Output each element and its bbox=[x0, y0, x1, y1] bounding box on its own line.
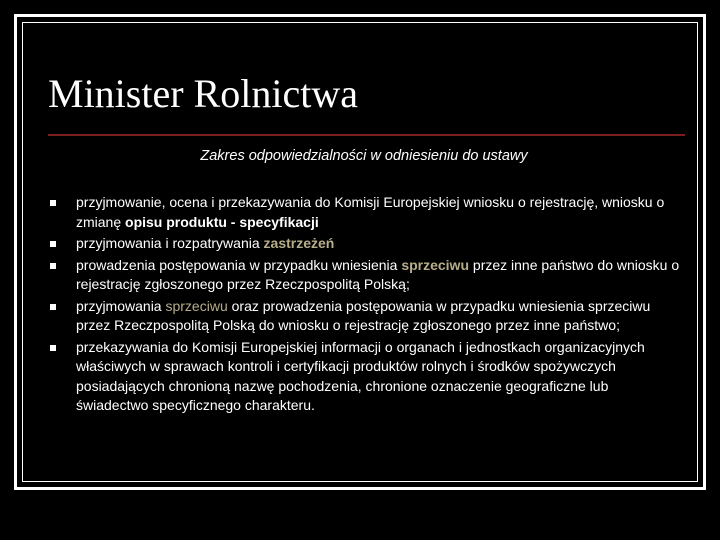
bullet-text: przyjmowania bbox=[76, 297, 166, 314]
bullet-item bbox=[48, 297, 680, 336]
bullet-item bbox=[48, 234, 680, 254]
bullet-text-tail: przez inne państwo do wniosku o rejestrację zgłoszonego przez Rzeczpospolitą Polską; bbox=[76, 256, 680, 292]
bullet-list bbox=[48, 193, 680, 418]
bullet-highlight-text: sprzeciwu bbox=[401, 256, 470, 273]
bullet-highlight-text: zastrzeżeń bbox=[263, 235, 335, 251]
bullet-highlight-text: sprzeciwu bbox=[165, 297, 228, 314]
square-bullet-icon bbox=[50, 304, 56, 310]
bullet-text: przyjmowania i rozpatrywania bbox=[76, 235, 264, 251]
slide-title: Minister Rolnictwa bbox=[48, 71, 358, 116]
square-bullet-icon bbox=[50, 345, 56, 351]
bullet-text: przyjmowanie, ocena i przekazywania do Komisji Europejskiej wniosku o rejestrację, wniosku o zmianę bbox=[76, 194, 665, 230]
bullet-item bbox=[48, 338, 680, 416]
bullet-item bbox=[48, 193, 680, 232]
bullet-text-tail: oraz prowadzenia postępowania w przypadku wniesienia sprzeciwu przez Rzeczpospolitą Polską do wniosku o rejestrację zgłoszonego przez inne państwo; bbox=[76, 297, 651, 333]
title-divider bbox=[48, 134, 685, 136]
bullet-text: przekazywania do Komisji Europejskiej informacji o organach i jednostkach organizacyjnych właściwych w sprawach kontroli i certyfikacji produktów rolnych i środków spożywczych posiadających chronioną nazwę pochodzenia, chronione oznaczenie geograficzne lub świadectwo specyficznego charakteru. bbox=[76, 338, 645, 413]
square-bullet-icon bbox=[50, 263, 56, 269]
slide-subtitle: Zakres odpowiedzialności w odniesieniu do ustawy bbox=[200, 148, 528, 164]
bullet-text: prowadzenia postępowania w przypadku wniesienia bbox=[76, 256, 402, 273]
bullet-bold-text: opisu produktu - specyfikacji bbox=[125, 213, 319, 230]
square-bullet-icon bbox=[50, 200, 56, 206]
bullet-item bbox=[48, 256, 680, 295]
square-bullet-icon bbox=[50, 241, 56, 247]
